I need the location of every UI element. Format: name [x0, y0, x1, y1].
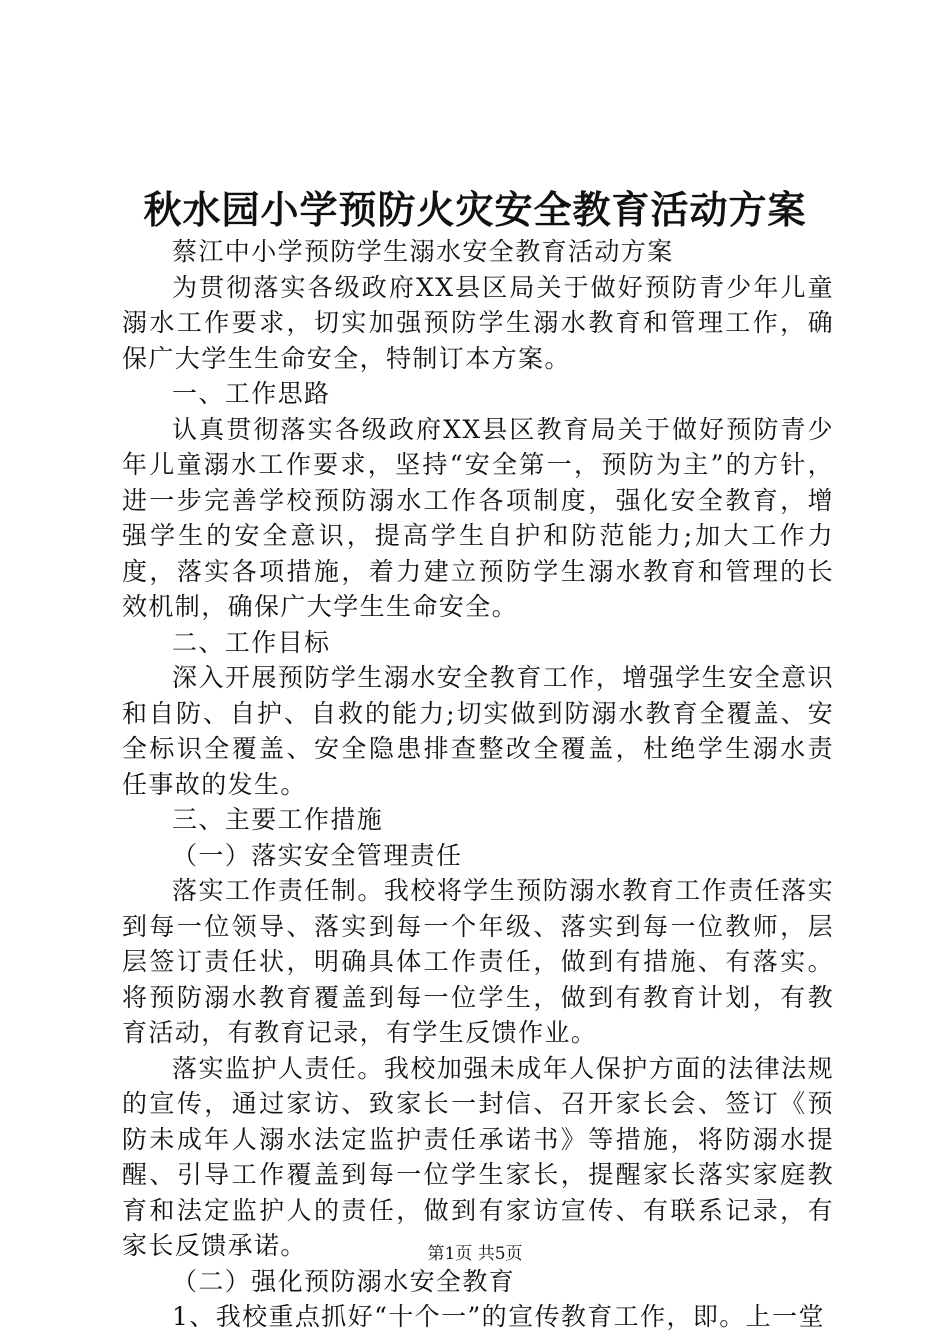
paragraph-work-goals: 深入开展预防学生溺水安全教育工作，增强学生安全意识和自防、自护、自救的能力;切实做到防溺水教育全覆盖、安全标识全覆盖、安全隐患排查整改全覆盖，杜绝学生溺水责任事故的发生。: [122, 663, 834, 799]
document-title: 秋水园小学预防火灾安全教育活动方案: [143, 187, 807, 232]
page-footer: 第1页 共5页: [427, 1244, 523, 1264]
paragraph-work-approach: 认真贯彻落实各级政府XX县区教育局关于做好预防青少年儿童溺水工作要求，坚持“安全第一，预防为主”的方针，进一步完善学校预防溺水工作各项制度，强化安全教育，增强学生的安全意识，提高学生自护和防范能力;加大工作力度，落实各项措施，着力建立预防学生溺水教育和管理的长效机制，确保广大学生生命安全。: [122, 414, 834, 621]
paragraph-subtitle: 蔡江中小学预防学生溺水安全教育活动方案: [172, 237, 674, 266]
subsection-heading-1: （一）落实安全管理责任: [172, 840, 463, 870]
paragraph-responsibility: 落实工作责任制。我校将学生预防溺水教育工作责任落实到每一位领导、落实到每一个年级、落实到每一位教师，层层签订责任状，明确具体工作责任，做到有措施、有落实。将预防溺水教育覆盖到每一位学生，做到有教育计划，有教育活动，有教育记录，有学生反馈作业。: [122, 876, 834, 1047]
paragraph-intro: 为贯彻落实各级政府XX县区局关于做好预防青少年儿童溺水工作要求，切实加强预防学生溺水教育和管理工作，确保广大学生生命安全，特制订本方案。: [122, 272, 834, 373]
document-body: [122, 234, 834, 1335]
paragraph-ten-ones: 1、我校重点抓好“十个一”的宣传教育工作，即。上一堂: [172, 1302, 825, 1331]
subsection-heading-2: （二）强化预防溺水安全教育: [172, 1266, 516, 1296]
section-heading-3: 三、主要工作措施: [172, 805, 384, 834]
section-heading-1: 一、工作思路: [172, 379, 331, 408]
paragraph-guardian: 落实监护人责任。我校加强未成年人保护方面的法律法规的宣传，通过家访、致家长一封信、召开家长会、签订《预防未成年人溺水法定监护责任承诺书》等措施，将防溺水提醒、引导工作覆盖到每一位学生家长，提醒家长落实家庭教育和法定监护人的责任，做到有家访宣传、有联系记录，有家长反馈承诺。: [122, 1053, 834, 1260]
section-heading-2: 二、工作目标: [172, 627, 331, 657]
